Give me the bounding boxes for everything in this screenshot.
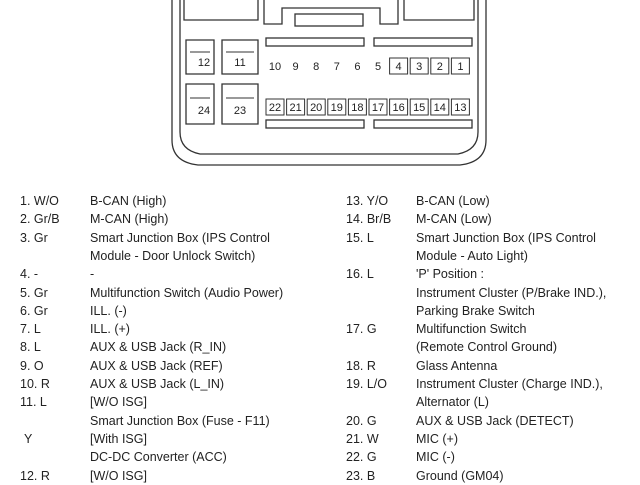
top-row-pin-10 — [269, 61, 281, 73]
top-row-pin-3 — [410, 58, 428, 74]
pin-description: Smart Junction Box (IPS Control — [90, 230, 270, 245]
pin-description: Instrument Cluster (Charge IND.), — [416, 377, 603, 391]
top-row-pin-4 — [390, 58, 408, 74]
bottom-row-pin-14 — [431, 99, 449, 115]
svg-text:16: 16 — [392, 102, 405, 114]
pin-description: 'P' Position : — [416, 267, 484, 282]
pin-number: 8. L — [20, 340, 41, 355]
side-pin-12: 12 — [197, 57, 211, 69]
pin-number: 9. O — [20, 358, 44, 373]
pin-description: DC-DC Converter (ACC) — [90, 450, 227, 465]
svg-text:15: 15 — [413, 102, 426, 114]
pin-description: [With ISG] — [90, 431, 147, 446]
bottom-row-pin-20 — [307, 99, 325, 115]
pin-description: AUX & USB Jack (L_IN) — [90, 377, 225, 391]
pin-description: ILL. (+) — [90, 322, 130, 337]
svg-text:10: 10 — [268, 61, 282, 73]
pin-description: AUX & USB Jack (R_IN) — [90, 340, 227, 355]
pin-number: 3. Gr — [20, 230, 48, 245]
svg-text:21: 21 — [289, 102, 302, 114]
pin-description: [W/O ISG] — [90, 468, 147, 483]
pin-number: 5. Gr — [20, 285, 48, 300]
bottom-row-pin-21 — [287, 99, 305, 115]
svg-text:14: 14 — [433, 102, 446, 114]
side-pin-23: 23 — [233, 105, 247, 117]
bottom-row-pin-15 — [410, 99, 428, 115]
svg-text:13: 13 — [454, 102, 467, 114]
top-row-pin-8 — [313, 61, 319, 73]
pin-description: M-CAN (High) — [90, 212, 169, 227]
pin-description: Glass Antenna — [416, 358, 498, 373]
svg-text:22: 22 — [268, 102, 282, 114]
pin-description: Multifunction Switch — [416, 322, 527, 337]
svg-text:6: 6 — [354, 61, 361, 73]
pin-number: 6. Gr — [20, 303, 48, 318]
svg-text:20: 20 — [310, 102, 323, 114]
pin-number: 21. W — [346, 431, 379, 446]
pin-description: Smart Junction Box (Fuse - F11) — [90, 413, 270, 428]
side-pin-11: 11 — [234, 57, 246, 69]
pin-description: ILL. (-) — [90, 303, 127, 318]
side-pin-24: 24 — [197, 105, 211, 117]
bottom-row-pin-17 — [369, 99, 387, 115]
pin-description: (Remote Control Ground) — [416, 340, 558, 355]
pin-number: 23. B — [346, 468, 376, 483]
pin-number: Y — [24, 431, 33, 446]
pin-description: Multifunction Switch (Audio Power) — [90, 285, 284, 300]
pin-description: Parking Brake Switch — [416, 303, 535, 318]
pin-legend-left — [20, 190, 340, 483]
pin-number: 7. L — [20, 322, 41, 337]
pin-description: AUX & USB Jack (DETECT) — [416, 413, 574, 428]
pin-description: Module - Auto Light) — [416, 248, 528, 263]
pin-number: 19. L/O — [346, 377, 387, 391]
svg-text:18: 18 — [351, 102, 364, 114]
svg-text:8: 8 — [313, 61, 320, 73]
top-row-pin-2 — [431, 58, 449, 74]
pin-description: MIC (+) — [416, 431, 459, 446]
pin-number: 14. Br/B — [346, 212, 392, 227]
pin-description: Smart Junction Box (IPS Control — [416, 230, 596, 245]
svg-text:5: 5 — [374, 61, 382, 73]
pin-number: 20. G — [346, 413, 377, 428]
pin-description: AUX & USB Jack (REF) — [90, 358, 223, 373]
connector-diagram — [0, 0, 640, 190]
bottom-row-pin-22 — [266, 99, 284, 115]
pin-number: 1. W/O — [20, 194, 59, 208]
pin-description: [W/O ISG] — [90, 395, 147, 410]
pin-number: 13. Y/O — [346, 194, 389, 208]
pin-number: 17. G — [346, 322, 377, 337]
top-row-pin-6 — [354, 61, 360, 73]
pin-number: 12. R — [20, 468, 50, 483]
bottom-row-pin-19 — [328, 99, 346, 115]
pin-number: 4. - — [20, 267, 39, 282]
pin-number: 10. R — [20, 377, 50, 391]
svg-text:3: 3 — [416, 61, 423, 73]
svg-text:7: 7 — [333, 61, 340, 73]
pin-description: B-CAN (Low) — [416, 194, 490, 208]
pin-description: Alternator (L) — [416, 395, 489, 410]
pin-description: Module - Door Unlock Switch) — [90, 248, 256, 263]
svg-text:2: 2 — [436, 61, 443, 73]
svg-text:17: 17 — [371, 102, 385, 114]
svg-text:1: 1 — [457, 61, 464, 73]
pin-number: 18. R — [346, 358, 376, 373]
pin-legend-right — [346, 190, 640, 483]
pin-description: Ground (GM04) — [416, 468, 504, 483]
pin-description: Instrument Cluster (P/Brake IND.), — [416, 285, 607, 300]
pin-description: MIC (-) — [416, 450, 455, 465]
pin-number: 16. L — [346, 267, 374, 282]
top-row-pin-5 — [375, 61, 381, 73]
pin-number: 2. Gr/B — [20, 212, 60, 227]
svg-text:9: 9 — [292, 61, 299, 73]
svg-text:19: 19 — [330, 102, 343, 114]
pin-number: 11. L — [20, 395, 47, 410]
pin-number: 22. G — [346, 450, 377, 465]
svg-text:4: 4 — [395, 61, 402, 73]
pin-number: 15. L — [346, 230, 374, 245]
top-row-pin-1 — [451, 58, 469, 74]
top-row-pin-9 — [293, 61, 299, 73]
bottom-row-pin-13 — [451, 99, 469, 115]
bottom-row-pin-16 — [390, 99, 408, 115]
top-row-pin-7 — [334, 61, 340, 73]
bottom-row-pin-18 — [348, 99, 366, 115]
pin-description: - — [90, 267, 95, 282]
pin-description: M-CAN (Low) — [416, 212, 492, 227]
pin-description: B-CAN (High) — [90, 194, 167, 208]
